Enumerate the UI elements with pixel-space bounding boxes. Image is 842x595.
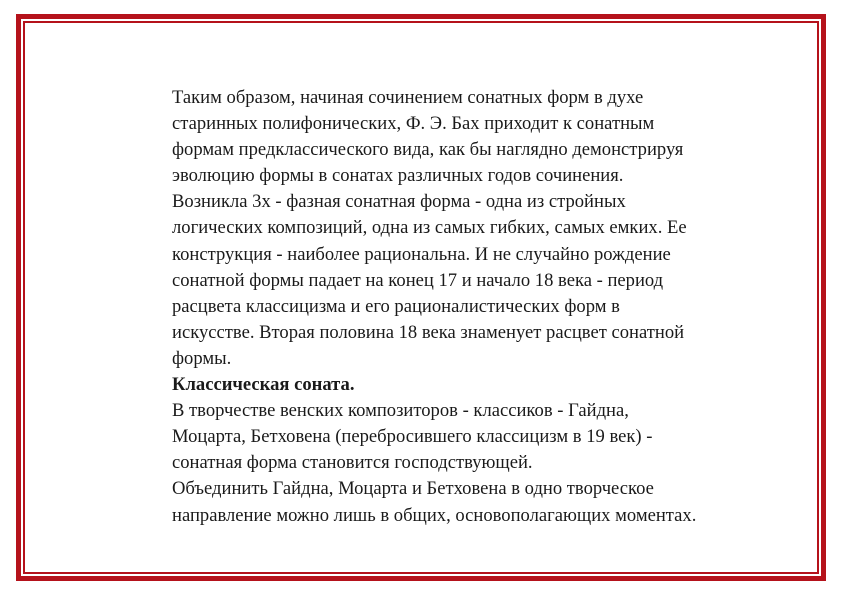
text-line: Таким образом, начиная сочинением сонатных форм в духе	[172, 87, 644, 108]
text-line: формам предклассического вида, как бы наглядно демонстрируя	[172, 139, 684, 161]
text-line: сонатной формы падает на конец 17 и начало 18 века - период	[172, 269, 664, 291]
slide-text-body	[172, 85, 792, 529]
text-line: сонатная форма становится господствующей.	[172, 452, 533, 474]
text-line: старинных полифонических, Ф. Э. Бах приходит к сонатным	[172, 113, 655, 135]
paragraph-unite-composers	[172, 476, 792, 528]
text-line: конструкция - наиболее рациональна. И не случайно рождение	[172, 243, 671, 265]
paragraph-three-phase-form	[172, 189, 792, 372]
text-line: В творчестве венских композиторов - классиков - Гайдна,	[172, 400, 629, 422]
text-line: Моцарта, Бетховена (перебросившего классицизм в 19 век) -	[172, 426, 653, 448]
section-heading: Классическая соната.	[172, 374, 355, 396]
paragraph-bach-evolution	[172, 85, 792, 189]
text-line: логических композиций, одна из самых гибких, самых емких. Ее	[172, 217, 687, 239]
text-line: Возникла 3х - фазная сонатная форма - одна из стройных	[172, 191, 626, 213]
text-line: формы.	[172, 347, 232, 369]
paragraph-viennese-classics	[172, 398, 792, 476]
text-line: Объединить Гайдна, Моцарта и Бетховена в одно творческое	[172, 478, 654, 500]
text-line: направление можно лишь в общих, основополагающих моментах.	[172, 504, 697, 526]
text-line: искусстве. Вторая половина 18 века знаменует расцвет сонатной	[172, 321, 685, 343]
text-line: эволюцию формы в сонатах различных годов сочинения.	[172, 165, 624, 187]
text-line: расцвета классицизма и его рационалистических форм в	[172, 295, 620, 317]
